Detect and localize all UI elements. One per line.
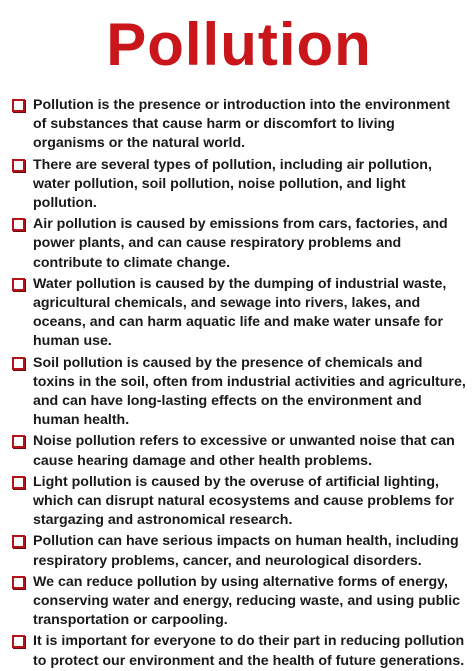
bullet-item (12, 156, 466, 214)
square-bullet-icon (12, 357, 25, 370)
bullet-item (12, 215, 466, 273)
bullet-item (12, 96, 466, 154)
bullet-item (12, 632, 466, 670)
bullet-text: There are several types of pollution, including air pollution, water pollution, soil pollution, noise pollution, and light pollution. (33, 156, 432, 212)
bullet-text: Noise pollution refers to excessive or unwanted noise that can cause hearing damage and other health problems. (33, 433, 455, 469)
bullet-text: Pollution can have serious impacts on human health, including respiratory problems, cancer, and neurological disorders. (33, 533, 459, 569)
square-bullet-icon (12, 576, 25, 589)
bullet-item (12, 354, 466, 431)
bullet-item (12, 532, 466, 570)
square-bullet-icon (12, 159, 25, 172)
square-bullet-icon (12, 99, 25, 112)
bullet-text: Water pollution is caused by the dumping of industrial waste, agricultural chemicals, and sewage into rivers, lakes, and oceans, and can harm aquatic life and make water unsafe for human use. (33, 275, 447, 350)
bullet-text: We can reduce pollution by using alternative forms of energy, conserving water and energy, reducing waste, and using public transportation or carpooling. (33, 573, 461, 629)
bullet-item (12, 432, 466, 470)
square-bullet-icon (12, 476, 25, 489)
bullet-item (12, 573, 466, 631)
bullet-item (12, 473, 466, 531)
square-bullet-icon (12, 535, 25, 548)
square-bullet-icon (12, 278, 25, 291)
bullet-text: Light pollution is caused by the overuse of artificial lighting, which can disrupt natural ecosystems and cause problems for stargazing and astronomical research. (33, 473, 455, 529)
bullet-list (12, 96, 466, 671)
bullet-text: Soil pollution is caused by the presence of chemicals and toxins in the soil, often from industrial activities and agriculture, and can have long-lasting effects on the environment and human health. (33, 354, 466, 429)
square-bullet-icon (12, 635, 25, 648)
bullet-text: Pollution is the presence or introduction into the environment of substances that cause harm or discomfort to living organisms or the natural world. (33, 97, 450, 152)
bullet-text: Air pollution is caused by emissions from cars, factories, and power plants, and can cause respiratory problems and contribute to climate change. (33, 216, 448, 271)
square-bullet-icon (12, 435, 25, 448)
square-bullet-icon (12, 218, 25, 231)
page-title: Pollution (106, 11, 372, 78)
bullet-text: It is important for everyone to do their part in reducing pollution to protect our environment and the health of future generations. (33, 633, 465, 669)
bullet-item (12, 275, 466, 352)
